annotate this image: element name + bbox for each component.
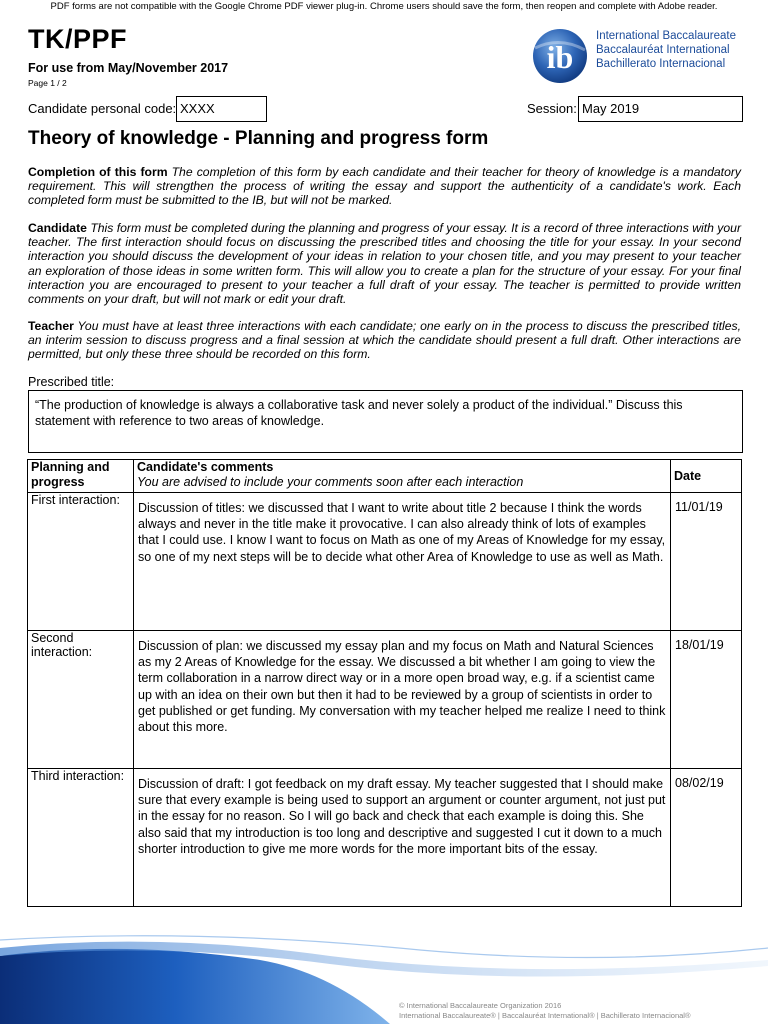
ib-name-en: International Baccalaureate [596,30,737,42]
completion-heading: Completion of this form [28,165,168,179]
col-header-comments-title: Candidate's comments [137,460,274,474]
completion-paragraph [28,165,741,208]
col-header-date: Date [671,460,742,493]
third-interaction-comment-field[interactable]: Discussion of draft: I got feedback on my draft essay. My teacher suggested that I should make sure that every example is being used to support an argument or counter argument, not just put in the essay for no reason. So I will go back and check that each example is doing this. She also said that my introduction is too long and descriptive and suggested I cut it down to a much shorter introduction to give me more words for the more important bits of the essay. [134,769,671,907]
third-interaction-date-field[interactable]: 08/02/19 [671,769,742,907]
ib-wordmark [596,29,736,71]
row-label-second: Second interaction: [28,631,134,769]
prescribed-title-field[interactable]: “The production of knowledge is always a collaborative task and never solely a product of the individual.” Discuss this statement with reference to two areas of knowledge. [28,390,743,453]
table-row [28,769,742,907]
row-label-third: Third interaction: [28,769,134,907]
trademark-line: International Baccalaureate® | Baccalauréat International® | Bachillerato Internacional® [399,1011,691,1020]
candidate-paragraph [28,221,741,306]
teacher-text: You must have at least three interactions with each candidate; one early on in the process to discuss the prescribed titles, an interim session to discuss progress and a final session at which the candidate should present a full draft. Other interactions are permitted, but only these three should be recorded on this form. [28,319,741,362]
first-interaction-comment-field[interactable]: Discussion of titles: we discussed that I want to write about title 2 because I think the words always and never in the title make it provocative. I can also already think of lots of examples that I could use. I know I want to focus on Math as one of my Areas of Knowledge for my essay, so one of my next steps will be to decide what other Area of Knowledge to use as well as Math. [134,493,671,631]
teacher-heading: Teacher [28,319,74,333]
pdf-notice: PDF forms are not compatible with the Google Chrome PDF viewer plug-in. Chrome users should save the form, then reopen and complete with Adobe reader. [50,1,718,12]
form-code: TK/PPF [28,24,128,54]
prescribed-title-label: Prescribed title: [28,375,115,389]
candidate-heading: Candidate [28,221,87,235]
session-field[interactable]: May 2019 [578,96,743,122]
candidate-code-label: Candidate personal code: [28,101,177,116]
col-header-comments [134,460,671,493]
candidate-code-field[interactable]: XXXX [176,96,267,122]
second-interaction-date-field[interactable]: 18/01/19 [671,631,742,769]
table-row [28,493,742,631]
teacher-paragraph [28,319,741,362]
table-header-row [28,460,742,493]
use-from-date: For use from May/November 2017 [28,61,229,75]
session-label: Session: [527,101,577,116]
col-header-comments-subtitle: You are advised to include your comments soon after each interaction [137,475,524,489]
second-interaction-comment-field[interactable]: Discussion of plan: we discussed my essay plan and my focus on Math and Natural Sciences as my 2 Areas of Knowledge for the essay. We discussed a bit whether I am going to view the term collaboration in a narrow direct way or in a more open broad way, e.g. if a scientist came up with an idea on their own but then it had to be reviewed by a group of scientists in order to get published or get funding. My conversation with my teacher helped me realize I need to think about this more. [134,631,671,769]
completion-text: The completion of this form by each candidate and their teacher for theory of knowledge is a mandatory requirement. This will strengthen the process of writing the essay and support the authenticity of a candidate's work. Each completed form must be submitted to the IB, but will not be marked. [28,165,742,208]
ib-logo [530,26,760,86]
interactions-table [27,459,742,907]
table-row [28,631,742,769]
ib-globe-icon [530,26,590,86]
copyright-notice [399,1001,690,1021]
ib-name-fr: Baccalauréat International [596,44,730,56]
first-interaction-date-field[interactable]: 11/01/19 [671,493,742,631]
col-header-planning: Planning and progress [28,460,134,493]
row-label-first: First interaction: [28,493,134,631]
copyright-line: © International Baccalaureate Organization 2016 [399,1001,562,1010]
candidate-text: This form must be completed during the planning and progress of your essay. It is a record of three interactions with your teacher. The first interaction should focus on discussing the prescribed titles and choosing the title for your essay. In your second interaction you should discuss the development of your ideas in relation to your chosen title, and you may present to your teacher an exploration of those ideas in some written form. This will allow you to create a plan for the structure of your essay. For your final interaction you are encouraged to present to your teacher a full draft of your essay. The teacher is permitted to provide written comments on your draft, but will not mark or edit your draft. [28,221,741,307]
ib-mark: ib [546,39,574,75]
page-title: Theory of knowledge - Planning and progress form [28,128,489,149]
page-number: Page 1 / 2 [28,78,67,88]
ib-name-es: Bachillerato Internacional [596,58,726,70]
